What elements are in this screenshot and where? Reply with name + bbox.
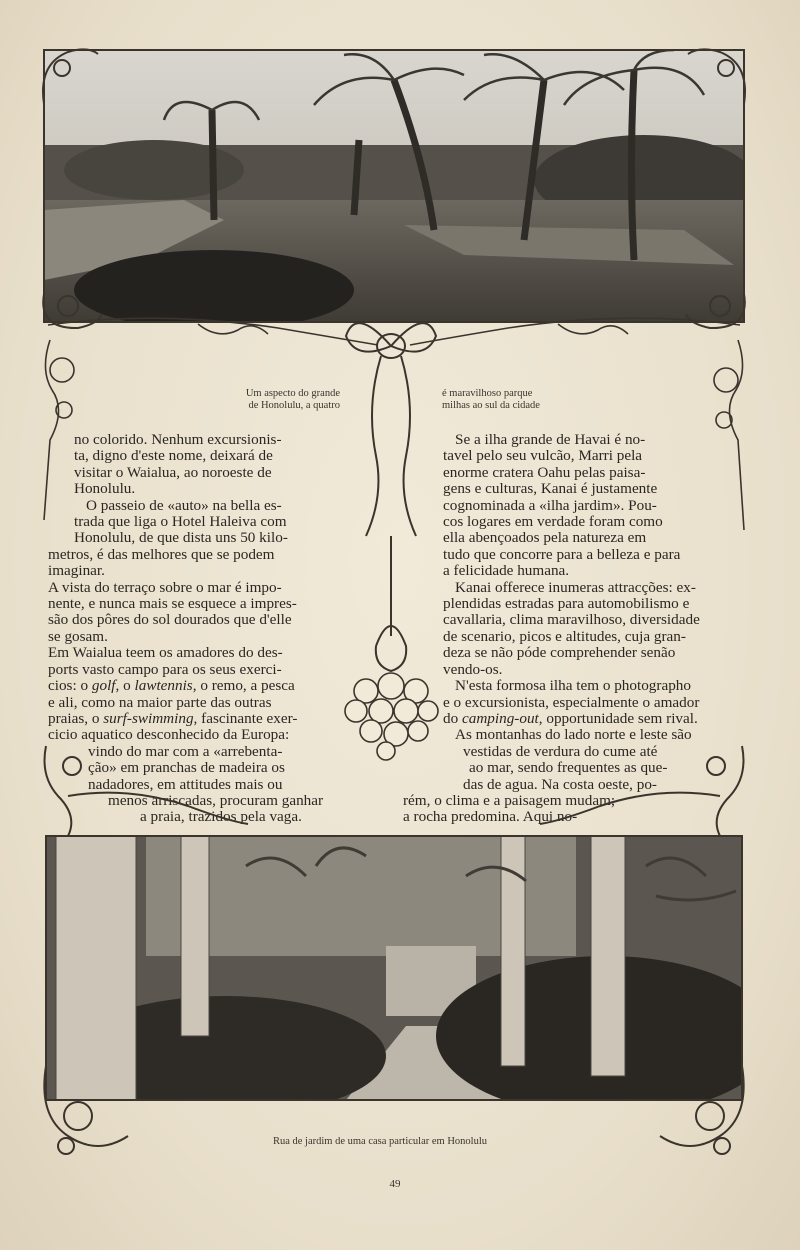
photo-caption-left — [200, 388, 340, 412]
text-line: se gosam. — [48, 627, 108, 645]
text-line: enorme cratera Oahu pelas paisa- — [443, 463, 646, 481]
text-line: a felicidade humana. — [443, 562, 570, 580]
text-line: praias, o surf-swimming, fascinante exer- — [48, 709, 298, 727]
text-line: de scenario, picos e altitudes, cuja gran- — [443, 627, 686, 645]
text-line: cios: o golf, o lawtennis, o remo, a pesca — [48, 677, 295, 695]
text-line: e o excursionista, especialmente o amador — [443, 693, 700, 711]
text-line: do camping-out, opportunidade sem rival. — [443, 709, 698, 727]
text-line: rém, o clima e a paisagem mudam; — [403, 791, 616, 809]
text-line: vindo do mar com a «arrebenta- — [88, 742, 283, 760]
text-line: A vista do terraço sobre o mar é impo- — [48, 578, 282, 596]
text-line: imaginar. — [48, 562, 105, 580]
text-line: O passeio de «auto» na bella es- — [86, 496, 282, 514]
text-line: Kanai offerece inumeras attracções: ex- — [455, 578, 696, 596]
caption-right-line-2: milhas ao sul da cidade — [442, 400, 540, 411]
bottom-photo-caption: Rua de jardim de uma casa particular em Honolulu — [272, 1136, 487, 1147]
top-ornamental-frame — [38, 44, 750, 334]
text-line: tavel pelo seu vulcão, Marri pela — [443, 447, 643, 465]
photo-caption-right — [442, 388, 602, 412]
text-line: visitar o Waialua, ao noroeste de — [74, 463, 272, 481]
text-line: Em Waialua teem os amadores do des- — [48, 644, 283, 662]
caption-right-line-1: é maravilhoso parque — [442, 388, 533, 399]
text-line: no colorido. Nenhum excursionis- — [74, 431, 282, 448]
text-line: Honolulu, de que dista uns 50 kilo- — [74, 529, 288, 547]
text-line: Honolulu. — [74, 480, 136, 498]
text-line: são dos pôres do sol dourados que d'elle — [48, 611, 292, 629]
text-line: vendo-os. — [443, 660, 503, 678]
text-line: a rocha predomina. Aqui no- — [403, 808, 578, 826]
text-line: a praia, trazidos pela vaga. — [140, 808, 302, 826]
text-line: ta, digno d'este nome, deixará de — [74, 447, 273, 465]
text-line: menos arriscadas, procuram ganhar — [108, 791, 324, 809]
text-line: Se a ilha grande de Havai é no- — [455, 431, 646, 448]
text-line: tudo que concorre para a belleza e para — [443, 545, 681, 563]
text-line: vestidas de verdura do cume até — [463, 742, 658, 760]
text-line: ella abençoados pela natureza em — [443, 529, 647, 547]
page-number: 49 — [389, 1178, 401, 1190]
text-line: das de agua. Na costa oeste, po- — [463, 775, 657, 793]
text-line: plendidas estradas para automobilismo e — [443, 595, 690, 613]
bottom-ornamental-frame — [38, 736, 750, 1172]
text-line: metros, é das melhores que se podem — [48, 545, 275, 563]
caption-left-line-1: Um aspecto do grande — [245, 388, 340, 399]
text-line: gens e culturas, Kanai é justamente — [443, 480, 658, 498]
text-line: e ali, como na maior parte das outras — [48, 693, 272, 711]
text-line: ports vasto campo para os seus exerci- — [48, 660, 282, 678]
text-line: N'esta formosa ilha tem o photographo — [455, 677, 691, 695]
text-line: As montanhas do lado norte e leste são — [455, 726, 692, 744]
text-line: nente, e nunca mais se esquece a impres- — [48, 595, 297, 613]
text-line: ção» em pranchas de madeira os — [88, 759, 285, 777]
text-line: trada que liga o Hotel Haleiva com — [74, 513, 287, 531]
text-line: nadadores, em attitudes mais ou — [88, 775, 283, 793]
text-line: ao mar, sendo frequentes as que- — [469, 759, 668, 777]
text-line: deza se não póde comprehender senão — [443, 644, 676, 662]
text-line: cognominada a «ilha jardim». Pou- — [443, 496, 657, 514]
text-line: cos logares em verdade foram como — [443, 513, 663, 531]
caption-left-line-2: de Honolulu, a quatro — [248, 400, 340, 411]
text-line: cavallaria, clima maravilhoso, diversidade — [443, 611, 700, 629]
text-line: cicio aquatico desconhecido da Europa: — [48, 726, 290, 744]
